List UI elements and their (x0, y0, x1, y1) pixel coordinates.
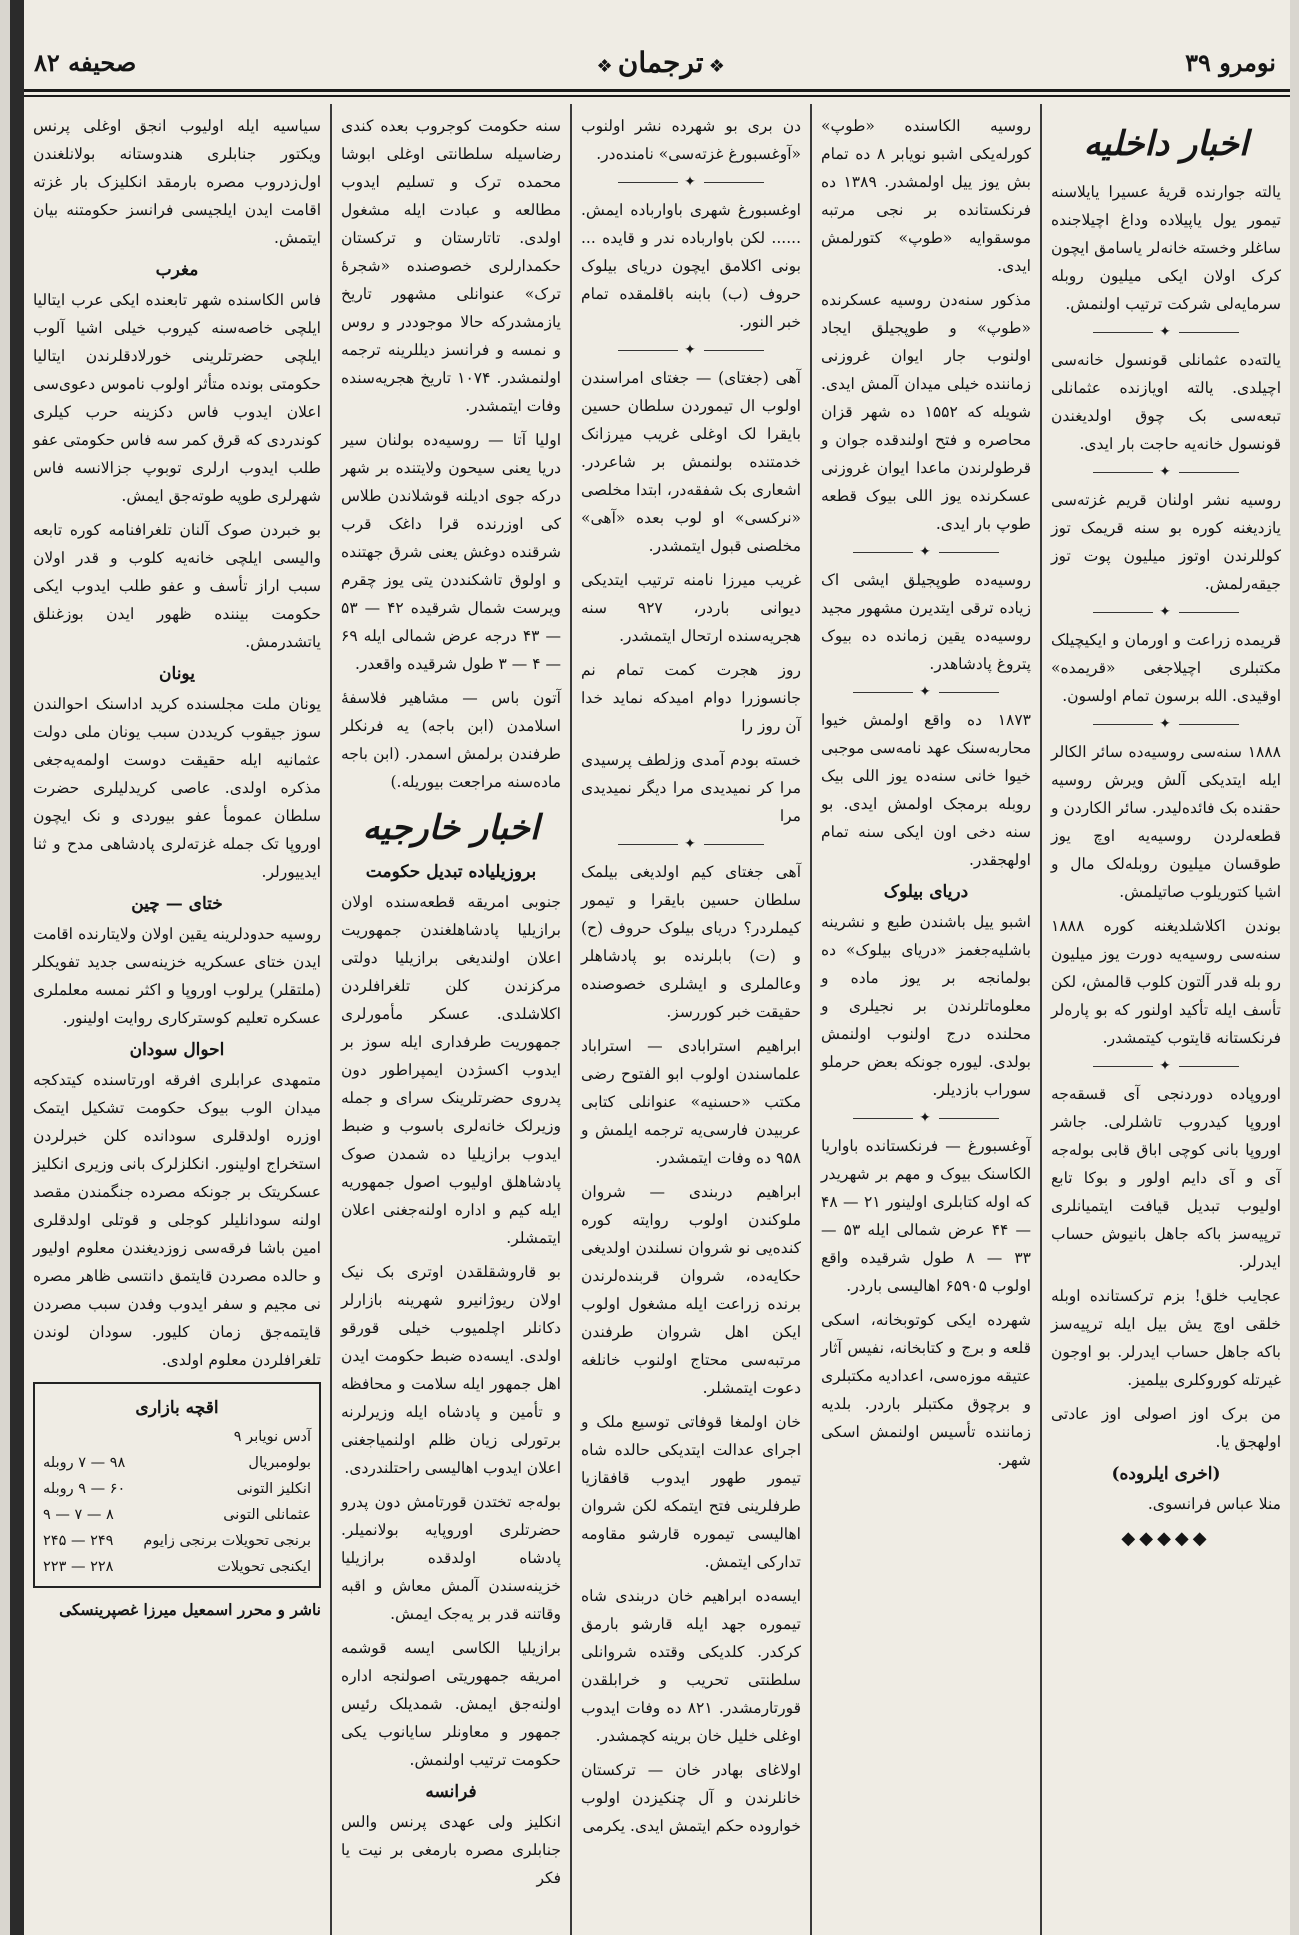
page-number: صحیفه ۸۲ (34, 48, 137, 77)
market-row: عثمانلی التونی ۸ — ۷ — ۹ (43, 1507, 311, 1523)
end-ornament-icon: ◆◆◆◆◆ (1121, 1528, 1211, 1549)
news-paragraph: ۱۸۸۸ سنه‌سی روسیه‌ده سائر الکالر ایله ایتدیکی آلش ویرش روسیه حقنده بک فائده‌لیدر. سائر الکاردن و قطعه‌لردن روسیه‌یه اوچ یوز طوقسان میلیون روبله‌لک مال و اشیا کتوریلوب صاتیلمش. (1051, 743, 1281, 901)
masthead-rule (24, 95, 1290, 97)
section-subheading: یونان (159, 664, 195, 684)
news-paragraph: یونان ملت مجلسنده کرید اداسنک احوالندن سوز جیقوب کریددن سبب یونان ملی دولت عثمانیه ایله حقیقت دوست اولمه‌یه‌جغی مذکره اولدی. عاصی کریدلیلری حضرت سلطان عمومأ عفو بیوردی و نک ایچون اوروپا تک جمله غزته‌لری پادشاهی مدح و ثنا ایدییورلر. (33, 695, 321, 881)
news-paragraph: بوندن اکلاشلدیغنه کوره ۱۸۸۸ سنه‌سی روسیه‌یه دورت یوز میلیون رو بله قدر آلتون کلوب قالمش، لکن تأسف ایله تأکید اولنور که بو پاره‌لر فرنکستانه قایتوب کیتمشدر. (1051, 917, 1281, 1047)
news-paragraph: اولیا آتا — روسیه‌ده بولنان سیر دریا یعنی سیحون ولایتنده بر شهر درکه جوی ادیلنه قوشلاندن طلاس کی اوزرنده قرا داغک قرب شرقنده دوغش یعنی شرق جهتنده و اولوق تاشکنددن یتی یوز چقرم ویرست شمال شرقیده ۴۲ — ۵۳ — ۴۳ درجه عرض شمالی ایله ۶۹ — ۴ — ۳ طول شرقیده واقعدر. (341, 431, 562, 673)
issue-number: نومرو ۳۹ (1185, 48, 1276, 77)
market-row: برنجی تحویلات برنجی زایوم ۲۴۹ — ۲۴۵ (43, 1533, 311, 1549)
section-heading-foreign: اخبار خارجیه (362, 808, 540, 848)
news-paragraph: مذکور سنه‌دن روسیه عسکرنده «طوپ» و طوپجیلق ایجاد اولنوب جار ایوان غروزنی زماننده خیلی میدان آلمش ایدی. شویله که ۱۵۵۲ ده شهر قزان محاصره و فتح اولندقده جوان و قرطولرندن ماعدا ایوان غروزنی عسکرنده یوز اللی بیوک قطعه طوپ بار ایدی. (821, 291, 1032, 533)
column-3 (570, 104, 810, 1935)
news-paragraph: برازیلیا الکاسی ایسه قوشمه امریقه جمهوریتی اصولنجه اداره اولنه‌جق ایمش. شمدیلک رئیس جمهور و معاونلر سایانوب یکی حکومت ترتیب اولنمش. (341, 1639, 561, 1769)
news-paragraph: روسیه حدودلرینه یقین اولان ولایتارنده اقامت ایدن ختای عسکریه خزینه‌سی جدید تفویکلر (ملتقلر) یرلوب اوروپا و اکثر نمسه معلملری عسکره تعلیم کوسترکاری روایت اولینور. (33, 925, 321, 1027)
news-paragraph: سنه حکومت کوجروب بعده کندی رضاسیله سلطانتی اوغلی ابوشا محمده ترک و تسلیم ایدوب مطالعه و عبادت ایله مشغول اولدی. تاتارستان و ترکستان حکمدارلری خصوصنده «شجرهٔ ترک» عنوانلی مشهور تاریخ یازمشدرکه حالا موجوددر و روس و نمسه و فرانسز دیللرینه ترجمه اولنمشدر. ۱۰۷۴ تاریخ هجریه‌سنده وفات ایتمشدر. (341, 117, 561, 415)
section-subheading: دریای بیلوک (883, 882, 969, 902)
news-paragraph: ابراهیم استرابادی — استراباد علماسندن اولوب ابو الفتوح رضی مکتب «حسنیه» عنوانلی کتابی عربیدن فارسی‌یه ترجمه ایلمش و ۹۵۸ ده وفات ایتمشدر. (581, 1037, 801, 1167)
news-paragraph: یالته‌ده عثمانلی قونسول خانه‌سی اچیلدی. یالته اویازنده عثمانلی تبعه‌سی بک چوق اولدیغندن قونسول خانه‌یه حاجت بار ایدی. (1051, 351, 1281, 453)
news-paragraph: روسیه نشر اولنان قریم غزته‌سی یازدیغنه کوره بو سنه قریمک توز کوللرندن اوتوز میلیون پوت توز جیقه‌رلمش. (1051, 491, 1281, 593)
news-paragraph: جنوبی امریقه قطعه‌سنده اولان برازیلیا پادشاهلغندن جمهوریت اعلان اولندیغی برازیلیا دولتی مرکزندن کلن تلغرافلردن اکلاشلدی. عسکر مأمورلری جمهوریت طرفداری ایله سوز بر ایدوب اکسژدن ایمپراطور دون پدروی حضرتلرینک سرای و جمله وزیرلک خانه‌لری باسوب و ضبط ایدوب برازیلیا ده شمدن صوک پادشاهلق اولیوب اصول جمهوریه ایله کیم و اداره اولنه‌جغنی اعلان ایتمشلر. (341, 893, 561, 1247)
publisher-line: ناشر و محرر اسمعیل میرزا غصپرینسکی (59, 1600, 321, 1619)
news-paragraph: من برک اوز اصولی اوز عادتی اولهجق یا. (1051, 1405, 1281, 1451)
verse: خسته بودم آمدی وزلطف پرسیدی مرا کر نمیدیدی مرا دیگر نمیدیدی مرا (581, 751, 801, 825)
news-paragraph: غریب میرزا نامنه ترتیب ایتدیکی دیوانی باردر، ۹۲۷ سنه هجریه‌سنده ارتحال ایتمشدر. (581, 571, 801, 645)
continued-note: (اخری ایلروده) (1111, 1464, 1221, 1484)
news-paragraph: اوروپاده دوردنجی آی قسقه‌جه اوروپا کیدروب تاشلرلی. جاشر اوروپا بانی کوچی اباق قابی بوله‌جه آی و آی دایم اولور و بوکا تابع اولیوب تبدیل قیافت ایتمیانلری ترپیه‌سز باکه جاهل بانیوش حساب ایدرلر. (1051, 1085, 1281, 1271)
separator: ✦ (1051, 1058, 1281, 1074)
news-paragraph: آتون باس — مشاهیر فلاسفهٔ اسلامدن (ابن باجه) یه فرنکلر طرفندن برلمش اسمدر. (ابن باجه ماده‌سنه مراجعت بیوریله.) (341, 689, 561, 791)
news-paragraph: اشبو ییل باشندن طبع و نشرینه باشلیه‌جغمز «دریای بیلوک» ده بولمانجه بر یوز ماده و معلوماتلرندن بر نجیلری و محلنده درج اولنوب اولنمش بولدی. لیوره جونکه بعض حرملو سوراب بازدیلر. (821, 913, 1031, 1099)
news-paragraph: روسیه‌ده طوپجیلق ایشی اک زیاده ترقی ایتدیرن مشهور مجید روسیه‌ده یقین زمانده ده بیوک پتروغ پادشاهدر. (821, 571, 1031, 673)
market-date: آدس نویابر ۹ (233, 1429, 311, 1445)
separator: ✦ (1051, 716, 1281, 732)
news-paragraph: آوغسبورغ — فرنکستانده باواریا الکاسنک بیوک و مهم بر شهریدر که اوله کتابلری اولینور ۲۱ — ۴۸ — ۴۴ عرض شمالی ایله ۵۳ — ۳۳ — ۸ طول شرقیده واقع اولوب ۶۵۹۰۵ اهالیسی باردر. (821, 1137, 1031, 1295)
news-paragraph: آهی جغتای کیم اولدیغی بیلمک سلطان حسین بایقرا و تیمور کیملردر؟ دریای بیلوک حروف (ح) و (ت) بابلرنده بو پادشاهلر وعالملری و ایشلری خصوصنده حقیقت خبر کوررسز. (581, 863, 801, 1021)
news-paragraph: متمهدی عرابلری افرقه اورتاسنده کیتدکجه میدان الوب بیوک حکومت تشکیل ایتمک اوزره اولدقلری سودانده کلن خبرلردن استخراج اولینور. انکلزلرک بانی وزیری انکلیز عسکریتک بر جونکه مصرده جنگمندن مقصد اولنه سودانلیلر کوجلی و قوتلی اولدقلری امین باشا فرقه‌سی زوزدیغندن معلوم اولیور و حالده مصردن قایتمق دانتسی ظاهر مصره نی مجیم و سفر ایدوب وفدن سبب مصردن قایتمه‌جق زمان کلیور. سودان لوندن تلغرافلردن معلوم اولدی. (33, 1071, 321, 1369)
news-paragraph: ابراهیم دربندی — شروان ملوکندن اولوب روایته کوره کنده‌یی نو شروان نسلندن اولدیغی حکایه‌ده، شروان قربنده‌لرندن برنده زراعت ایله مشغول اولوب ایکن اهل شروان طرفندن مرتبه‌سی محتاج اولنوب خانلغه دعوت ایتمشلر. (581, 1183, 801, 1397)
masthead-center (597, 46, 725, 79)
separator: ✦ (581, 836, 801, 852)
columns (24, 104, 1290, 1935)
news-paragraph: ۱۸۷۳ ده واقع اولمش خیوا محاربه‌سنک عهد نامه‌سی موجبی خیوا خانی سنه‌ده یوز اللی بیک روبله برمجک اولمش ایدی. بو سنه دخی اون ایکی سنه تمام اولهجقدر. (821, 711, 1031, 869)
separator: ✦ (821, 684, 1031, 700)
ornament-right-icon: ❖ (708, 56, 725, 77)
section-heading-domestic: اخبار داخلیه (1083, 124, 1249, 164)
news-paragraph: عجایب خلق! بزم ترکستانده اوبله خلقی اوچ یش بیل ایله ترپیه‌سز باکه جاهل حساب ایدرلر. بو اوجون غیرتله کوروکلری بیلمیز. (1051, 1287, 1281, 1389)
ornament-left-icon: ❖ (596, 56, 613, 77)
news-paragraph: یالته جوارنده قریهٔ عسیرا یایلاسنه تیمور یول یاپیلاده وداغ اچیلاجنده ساغلر وخسته خانه‌لر یاسامق ایچون کرک اولان ایکی میلیون روبله سرمایه‌لی شرکت ترتیب اولنمش. (1051, 183, 1281, 313)
separator: ✦ (1051, 324, 1281, 340)
separator: ✦ (581, 174, 801, 190)
news-paragraph: خان اولمغا قوفاتی توسیع ملک و اجرای عدالت ایتدیکی حالده شاه تیمور طهور ایدوب قافقازیا طرفلرینی فتح ایتمکه لکن شروان اهالیسی تیموره قارشو مقاومه تدارکی ایتمش. (581, 1413, 801, 1571)
news-paragraph: آهی (جغتای) — جغتای امراسندن اولوب ال تیموردن سلطان حسین بایقرا لک اوغلی غریب میرزانک خدمتنده بولنمش بر شاعردر. اشعاری بک شفقه‌در، ابتدا مخلصی «نرکسی» او لوب بعده «آهی» مخلصنی قبول ایتمشدر. (581, 369, 801, 555)
separator: ✦ (1051, 464, 1281, 480)
section-subheading: فرانسه (425, 1782, 477, 1802)
newspaper-page (10, 0, 1290, 1935)
section-subheading: بروزیلیاده تبدیل حکومت (365, 862, 537, 882)
news-paragraph: بو خبردن صوک آلنان تلغرافنامه کوره تابعه والیسی ایلچی خانه‌یه کلوب و قدر اولان سبب اراز تأسف و عفو طلب ایدوب ایکی حکومت بیننده ظهور ایدن بوزغنلق یاتشدرمش. (33, 521, 321, 651)
separator: ✦ (821, 544, 1031, 560)
column-1 (1040, 104, 1290, 1935)
separator: ✦ (1051, 604, 1281, 620)
section-subheading: احوال سودان (129, 1040, 225, 1060)
news-paragraph: روسیه الکاسنده «طوپ» کورله‌یکی اشبو نویابر ۸ ده تمام بش یوز ییل اولمشدر. ۱۳۸۹ ده فرنکستانده بر نجی مرتبه موسقوایه «طوپ» کتورلمش ایدی. (821, 117, 1032, 275)
news-paragraph: سیاسیه ایله اولیوب انجق اوغلی پرنس ویکتور جنابلری هندوستانه بولانلغندن اول‌زدروب مصره بارمقد انکلیزک بار غزته اقامت ایدن ایلجیسی فرانسز حکومتنه بیان ایتمش. (33, 117, 321, 247)
news-paragraph: قریمده زراعت و اورمان و ایکیچیلک مکتبلری اچیلاجغی «قریمده» اوقیدی. الله برسون تمام اولسون. (1051, 631, 1281, 705)
news-paragraph: اوغسبورغ شهری باوارباده ایمش. ...... لکن باوارباده ندر و قایده ... بونی اکلامق ایچون دریای بیلوک حروف (ب) بابنه باقلمقده تمام خبر النور. (581, 201, 801, 331)
market-row: بولومبریال ۹۸ — ۷ روبله (43, 1455, 311, 1471)
market-box (33, 1382, 321, 1588)
news-paragraph: فاس الکاسنده شهر تابعنده ایکی عرب ایتالیا ایلچی خاصه‌سنه کیروب خیلی اشیا آلوب ایلچی حضرتلرینی خورلادقلرندن ایتالیا حکومتی بونده متأثر اولوب ناموس دعوی‌سی اعلان ایدوب فاس دکزینه حرب کیلری کوندردی که قرق کمر سه فاس حکومتی عفو طلب ایدوب ارلری توبوپ جزالانسه فاس شهرلری طوپه طوته‌جق ایمش. (33, 291, 321, 505)
news-paragraph: بوله‌جه تختدن قورتامش دون پدرو حضرتلری اوروپایه بولانمیلر. پادشاه اولدقده برازیلیا خزینه‌سندن آلمش معاش و اقبه وقاتنه قدر بر یه‌جک ایمش. (341, 1493, 561, 1623)
news-paragraph: ایسه‌ده ابراهیم خان دربندی شاه تیموره جهد ایله قارشو بارمق کرکدر. کلدیکی وقتده شروانلی سلطنتی تحریب و خرابلقدن قورتارمشدر. ۸۲۱ ده وفات ایدوب اوغلی خلیل خان برینه کچمشدر. (581, 1587, 801, 1745)
section-subheading: ختای — چین (131, 894, 223, 914)
masthead (24, 36, 1290, 92)
news-paragraph: بو قاروشقلقدن اوتری بک نیک اولان ریوژانیرو شهرینه بازارلر دکانلر اچلمیوب خیلی قورقو اولدی. ایسه‌ده ضبط حکومت ایدن اهل جمهور ایله سلامت و محافظه و تأمین و پادشاه ایله وزیرلرنه برتورلی زیان ظلم اولنمیاجغنی اعلان ایدوب اهالیسی راحتلندردی. (341, 1263, 561, 1477)
market-row: ایکنجی تحویلات ۲۲۸ — ۲۲۳ (43, 1559, 311, 1575)
column-4 (330, 104, 570, 1935)
news-paragraph: اولاغای بهادر خان — ترکستان خانلرندن و آل چنکیزدن اولوب خواروده حکم ایتمش ایدی. یکرمی (581, 1761, 801, 1835)
market-row: انکلیز التونی ۶۰ — ۹ روبله (43, 1481, 311, 1497)
news-paragraph: شهرده ایکی کوتوبخانه، اسکی قلعه و برج و کتابخانه، نفیس آثار عتیقه موزه‌سی، اعدادیه مکتبلری و برچوق مکتبلر باردر. بلدیه زماننده تأسیس اولنمش اسکی شهر. (821, 1311, 1031, 1469)
signature: منلا عباس فرانسوی. (1147, 1495, 1281, 1513)
market-title: اقچه بازاری (135, 1398, 219, 1418)
separator: ✦ (581, 342, 801, 358)
newspaper-name: ترجمان (617, 46, 704, 79)
column-5 (24, 104, 330, 1935)
news-paragraph: انکلیز ولی عهدی پرنس والس جنابلری مصره بارمغی بر نیت یا فکر (341, 1813, 561, 1887)
separator: ✦ (821, 1110, 1031, 1126)
section-subheading: مغرب (155, 260, 199, 280)
news-paragraph: دن بری بو شهرده نشر اولنوب «آوغسبورغ غزته‌سی» نامنده‌در. (581, 117, 801, 163)
verse: روز هجرت کمت تمام نم جانسوزرا دوام امیدکه نماید خدا آن روز را (581, 661, 801, 735)
column-2 (810, 104, 1040, 1935)
